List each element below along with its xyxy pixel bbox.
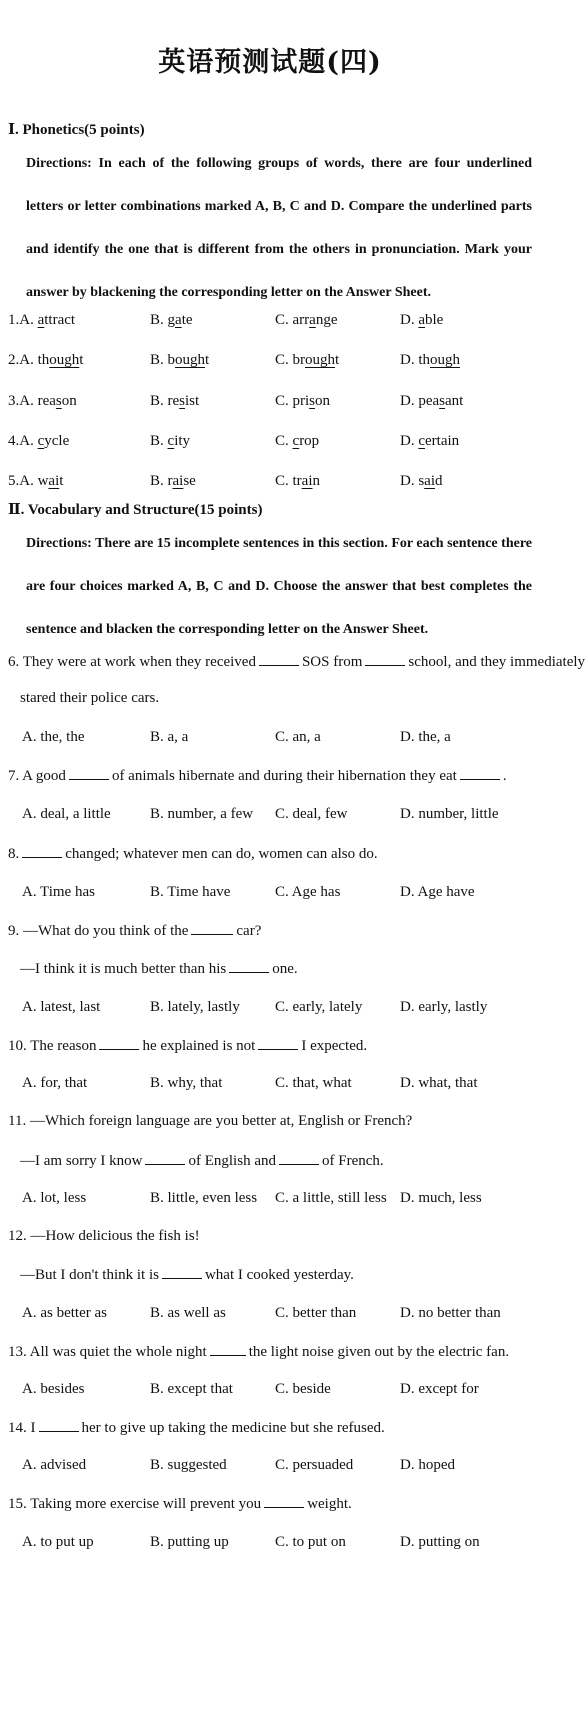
question-12-reply — [20, 1266, 354, 1284]
q6-option-d: D. the, a — [400, 729, 451, 745]
q12-reply-text-2: what I cooked yesterday. — [204, 1267, 354, 1283]
q7-text-3: . — [502, 768, 507, 784]
underlined-letters: a — [418, 312, 426, 328]
underlined-letters: s — [309, 393, 316, 409]
question-14-options — [0, 1457, 540, 1479]
q5-option-c — [275, 473, 320, 490]
q9-text-1: 9. —What do you think of the — [8, 923, 189, 939]
word-part: A. rea — [19, 393, 56, 409]
section-2-directions: Directions: There are 15 incomplete sentences in this section. For each sentence there are four choices marked A, B, C and D. Choose the answer that best completes the sentence and blacken the corresponding letter on the Answer Sheet. — [26, 536, 532, 637]
q15-option-c: C. to put on — [275, 1534, 346, 1550]
underlined-letters: ough — [49, 352, 80, 368]
q11-option-a: A. lot, less — [22, 1190, 87, 1206]
q3-option-d — [400, 393, 463, 410]
word-part: rop — [299, 433, 320, 449]
question-12-options — [0, 1305, 540, 1327]
q11-reply-text-3: of French. — [321, 1153, 384, 1169]
q8-text-2: changed; whatever men can do, women can also do. — [65, 846, 378, 862]
word-part: C. br — [275, 352, 305, 368]
q14-text-1: 14. I — [8, 1420, 36, 1436]
section-1-heading: Ⅰ. Phonetics(5 points) — [8, 122, 145, 138]
underlined-letters: s — [439, 393, 445, 409]
word-part: C. pri — [275, 393, 310, 409]
q7-blank-2 — [460, 767, 500, 780]
word-part: A. w — [19, 473, 49, 489]
q6-option-b: B. a, a — [150, 729, 189, 745]
q11-option-b: B. little, even less — [150, 1190, 258, 1206]
page-title: 英语预测试题(四) — [158, 47, 382, 78]
question-10-stem — [8, 1037, 367, 1055]
underlined-letters: a — [37, 312, 45, 328]
word-part: ble — [425, 312, 444, 328]
word-part: ant — [445, 393, 464, 409]
q7-option-a: A. deal, a little — [22, 806, 111, 822]
q1-option-d — [400, 312, 443, 329]
q12-reply-text-1: —But I don't think it is — [20, 1267, 159, 1283]
word-part: nge — [315, 312, 338, 328]
word-part: A. — [19, 433, 38, 449]
q7-blank-1 — [69, 767, 109, 780]
q5-option-a — [8, 473, 63, 490]
q4-option-c — [275, 433, 319, 450]
word-part: te — [181, 312, 193, 328]
q10-blank-1 — [99, 1037, 139, 1050]
phonetics-question-4 — [0, 433, 540, 455]
question-10-options — [0, 1075, 540, 1097]
q2-option-d — [400, 352, 460, 369]
question-number: 4. — [8, 433, 20, 449]
q11-reply-text-1: —I am sorry I know — [20, 1153, 143, 1169]
q8-option-c: C. Age has — [275, 884, 341, 900]
q1-option-c — [275, 312, 338, 329]
section-1-directions: Directions: In each of the following groups of words, there are four underlined letters or letter combinations marked A, B, C and D. Compare the underlined parts and identify the one that is different from the others in pronunciation. Mark your answer by blackening the corresponding letter on the Answer Sheet. — [26, 156, 532, 300]
q8-option-b: B. Time have — [150, 884, 231, 900]
word-part: t — [59, 473, 64, 489]
word-part: t — [205, 352, 210, 368]
underlined-letters: ai — [424, 473, 435, 489]
question-6-options — [0, 729, 540, 751]
q13-option-c: C. beside — [275, 1381, 331, 1397]
q6-option-c: C. an, a — [275, 729, 321, 745]
q14-blank-1 — [39, 1419, 79, 1432]
question-6-stem — [8, 653, 585, 671]
q7-text-1: 7. A good — [8, 768, 66, 784]
word-part: A. — [19, 312, 38, 328]
q10-text-1: 10. The reason — [8, 1038, 97, 1054]
word-part: on — [315, 393, 331, 409]
question-8-stem — [8, 845, 378, 863]
word-part: B. — [150, 433, 168, 449]
phonetics-question-3 — [0, 393, 540, 415]
q3-option-c — [275, 393, 330, 410]
question-6-stem-cont: stared their police cars. — [20, 690, 160, 706]
word-part: C. arr — [275, 312, 310, 328]
q6-blank-2 — [365, 653, 405, 666]
q13-text-1: 13. All was quiet the whole night — [8, 1344, 207, 1360]
q11-blank-1 — [145, 1152, 185, 1165]
q9-text-2: car? — [236, 923, 262, 939]
q15-option-b: B. putting up — [150, 1534, 229, 1550]
q9-option-d: D. early, lastly — [400, 999, 488, 1015]
phonetics-question-5 — [0, 473, 540, 495]
underlined-letters: ai — [301, 473, 313, 489]
word-part: B. b — [150, 352, 176, 368]
q11-reply-text-2: of English and — [188, 1153, 276, 1169]
q10-option-c: C. that, what — [275, 1075, 352, 1091]
question-11-reply — [20, 1152, 384, 1170]
word-part: t — [79, 352, 84, 368]
word-part: A. th — [19, 352, 50, 368]
q10-option-b: B. why, that — [150, 1075, 223, 1091]
question-14-stem — [8, 1419, 385, 1437]
underlined-letters: ough — [430, 352, 460, 368]
question-15-stem — [8, 1495, 352, 1513]
q6-blank-1 — [259, 653, 299, 666]
underlined-letters: ough — [175, 352, 206, 368]
question-12-stem: 12. —How delicious the fish is! — [8, 1228, 200, 1244]
underlined-letters: s — [55, 393, 62, 409]
q15-blank-1 — [264, 1495, 304, 1508]
q1-option-a — [8, 312, 75, 329]
question-9-reply — [20, 960, 298, 978]
word-part: on — [61, 393, 77, 409]
word-part: n — [312, 473, 320, 489]
q15-option-d: D. putting on — [400, 1534, 480, 1550]
q14-option-b: B. suggested — [150, 1457, 227, 1473]
underlined-letters: c — [167, 433, 175, 449]
underlined-letters: ough — [305, 352, 335, 368]
q14-text-2: her to give up taking the medicine but she refused. — [81, 1420, 385, 1436]
q10-text-3: I expected. — [301, 1038, 368, 1054]
q13-text-2: the light noise given out by the electric fan. — [248, 1344, 510, 1360]
q7-text-2: of animals hibernate and during their hibernation they eat — [111, 768, 457, 784]
q5-option-d — [400, 473, 443, 490]
q9-reply-text-2: one. — [272, 961, 298, 977]
q3-option-b — [150, 393, 199, 410]
q12-option-c: C. better than — [275, 1305, 357, 1321]
question-11-options — [0, 1190, 540, 1212]
question-number: 3. — [8, 393, 20, 409]
q6-text-2: SOS from — [301, 654, 363, 670]
word-part: t — [335, 352, 340, 368]
q2-option-a — [8, 352, 83, 369]
phonetics-question-2 — [0, 352, 540, 374]
q8-blank-1 — [22, 845, 62, 858]
q13-option-a: A. besides — [22, 1381, 85, 1397]
word-part: D. — [400, 312, 419, 328]
word-part: C. tr — [275, 473, 302, 489]
question-15-options — [0, 1534, 540, 1556]
word-part: B. g — [150, 312, 176, 328]
word-part: ycle — [44, 433, 70, 449]
q12-option-a: A. as better as — [22, 1305, 107, 1321]
q9-option-b: B. lately, lastly — [150, 999, 240, 1015]
q6-text-1: 6. They were at work when they received — [8, 654, 256, 670]
word-part: B. re — [150, 393, 180, 409]
word-part: se — [183, 473, 196, 489]
q9-option-c: C. early, lately — [275, 999, 363, 1015]
underlined-letters: ai — [172, 473, 184, 489]
question-7-stem — [8, 767, 507, 785]
q8-option-d: D. Age have — [400, 884, 475, 900]
q8-option-a: A. Time has — [22, 884, 95, 900]
q11-option-c: C. a little, still less — [275, 1190, 387, 1206]
q4-option-b — [150, 433, 190, 450]
q12-option-d: D. no better than — [400, 1305, 501, 1321]
phonetics-question-1 — [0, 312, 540, 334]
q5-option-b — [150, 473, 196, 490]
q9-blank-1 — [191, 922, 233, 935]
word-part: ist — [185, 393, 200, 409]
q10-text-2: he explained is not — [142, 1038, 256, 1054]
question-13-options — [0, 1381, 540, 1403]
underlined-letters: c — [418, 433, 426, 449]
underlined-letters: c — [292, 433, 300, 449]
q6-option-a: A. the, the — [22, 729, 85, 745]
q2-option-b — [150, 352, 209, 369]
q10-blank-2 — [258, 1037, 298, 1050]
q7-option-b: B. number, a few — [150, 806, 254, 822]
q8-text-1: 8. — [8, 846, 20, 862]
question-13-stem — [8, 1343, 509, 1361]
q15-option-a: A. to put up — [22, 1534, 94, 1550]
word-part: B. r — [150, 473, 173, 489]
section-2-heading: Ⅱ. Vocabulary and Structure(15 points) — [8, 502, 263, 518]
q2-option-c — [275, 352, 339, 369]
question-number: 2. — [8, 352, 20, 368]
question-number: 1. — [8, 312, 20, 328]
q12-blank-1 — [162, 1266, 202, 1279]
q10-option-d: D. what, that — [400, 1075, 478, 1091]
word-part: D. th — [400, 352, 430, 368]
word-part: ity — [174, 433, 191, 449]
underlined-letters: ai — [48, 473, 60, 489]
q9-option-a: A. latest, last — [22, 999, 101, 1015]
q10-option-a: A. for, that — [22, 1075, 88, 1091]
q15-text-2: weight. — [307, 1496, 352, 1512]
q9-blank-2 — [229, 960, 269, 973]
q3-option-a — [8, 393, 77, 410]
q11-option-d: D. much, less — [400, 1190, 482, 1206]
q14-option-d: D. hoped — [400, 1457, 455, 1473]
q4-option-a — [8, 433, 69, 450]
q14-option-a: A. advised — [22, 1457, 87, 1473]
underlined-letters: a — [309, 312, 316, 328]
word-part: D. pea — [400, 393, 440, 409]
underlined-letters: c — [37, 433, 45, 449]
q15-text-1: 15. Taking more exercise will prevent you — [8, 1496, 262, 1512]
q14-option-c: C. persuaded — [275, 1457, 354, 1473]
q9-reply-text-1: —I think it is much better than his — [20, 961, 227, 977]
q13-blank-1 — [210, 1343, 246, 1356]
word-part: D. — [400, 433, 419, 449]
question-8-options — [0, 884, 540, 906]
word-part: D. s — [400, 473, 425, 489]
q7-option-c: C. deal, few — [275, 806, 348, 822]
q12-option-b: B. as well as — [150, 1305, 226, 1321]
question-9-stem — [8, 922, 261, 940]
question-9-options — [0, 999, 540, 1021]
q11-blank-2 — [279, 1152, 319, 1165]
q7-option-d: D. number, little — [400, 806, 499, 822]
q4-option-d — [400, 433, 459, 450]
q6-text-3: school, and they immediately — [408, 654, 585, 670]
question-number: 5. — [8, 473, 20, 489]
underlined-letters: s — [179, 393, 186, 409]
word-part: ertain — [425, 433, 460, 449]
q13-option-b: B. except that — [150, 1381, 233, 1397]
word-part: ttract — [44, 312, 76, 328]
q1-option-b — [150, 312, 193, 329]
question-7-options — [0, 806, 540, 828]
word-part: C. — [275, 433, 293, 449]
word-part: d — [435, 473, 443, 489]
underlined-letters: a — [175, 312, 182, 328]
question-11-stem: 11. —Which foreign language are you better at, English or French? — [8, 1113, 413, 1129]
q13-option-d: D. except for — [400, 1381, 479, 1397]
